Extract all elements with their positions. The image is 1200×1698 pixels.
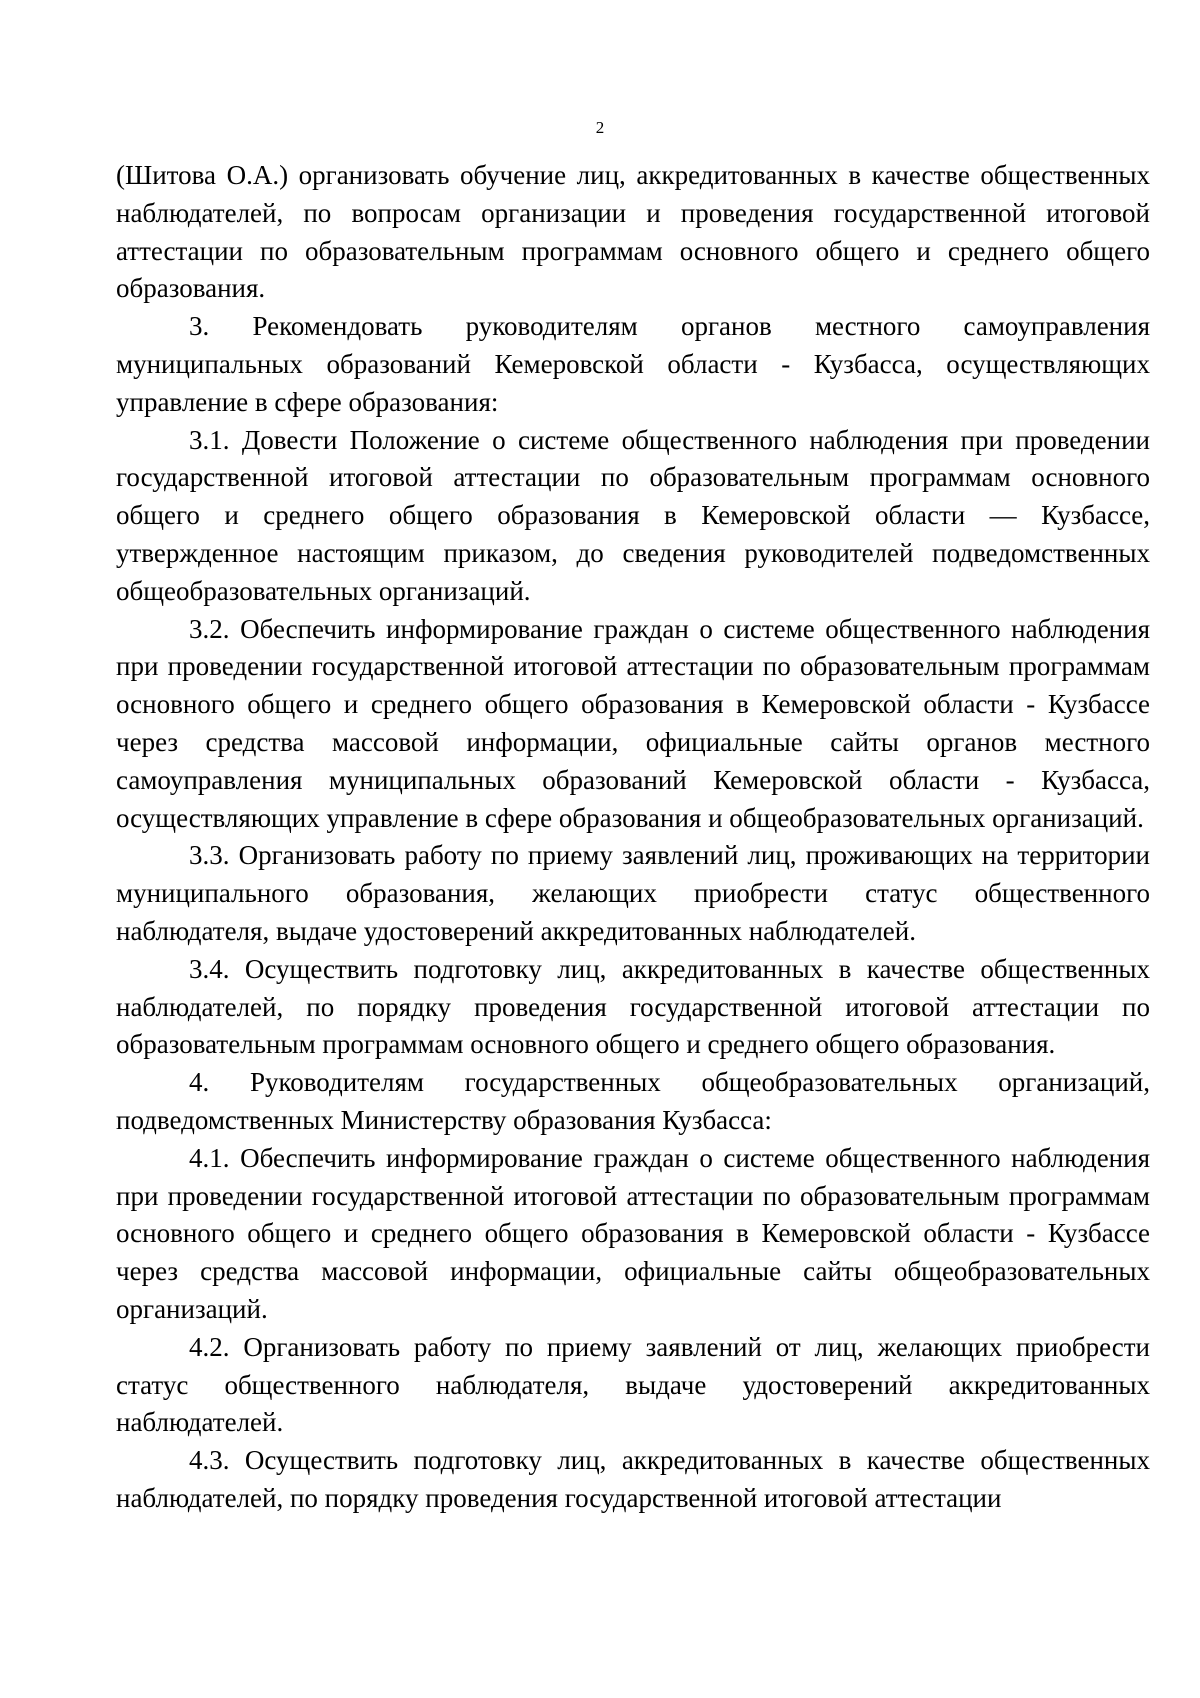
paragraph-3-3: 3.3. Организовать работу по приему заявлений лиц, проживающих на территории муниципального образования, желающих приобрести статус общественного наблюдателя, выдаче удостоверений аккредитованных наблюдателей.: [116, 840, 1150, 946]
page-number: 2: [595, 118, 605, 137]
paragraph-3-1: 3.1. Довести Положение о системе общественного наблюдения при проведении государственной итоговой аттестации по образовательным программам основного общего и среднего общего образования в Кемеровской области — Кузбассе, утвержденное настоящим приказом, до сведения руководителей подведомственных общеобразовательных организаций.: [116, 424, 1150, 606]
paragraph-4-1: 4.1. Обеспечить информирование граждан о системе общественного наблюдения при проведении государственной итоговой аттестации по образовательным программам основного общего и среднего общего образования в Кемеровской области - Кузбассе через средства массовой информации, официальные сайты общеобразовательных организаций.: [116, 1142, 1150, 1324]
paragraph-3-4: 3.4. Осуществить подготовку лиц, аккредитованных в качестве общественных наблюдателей, по порядку проведения государственной итоговой аттестации по образовательным программам основного общего и среднего общего образования.: [116, 953, 1150, 1060]
paragraph-4-3: 4.3. Осуществить подготовку лиц, аккредитованных в качестве общественных наблюдателей, по порядку проведения государственной итоговой аттестации: [116, 1445, 1150, 1513]
paragraph-continuation: (Шитова О.А.) организовать обучение лиц, аккредитованных в качестве общественных наблюдателей, по вопросам организации и проведения государственной итоговой аттестации по образовательным программам основного общего и среднего общего образования.: [116, 160, 1150, 304]
paragraph-3: 3. Рекомендовать руководителям органов местного самоуправления муниципальных образований Кемеровской области - Кузбасса, осуществляющих управление в сфере образования:: [116, 311, 1150, 417]
paragraph-3-2: 3.2. Обеспечить информирование граждан о системе общественного наблюдения при проведении государственной итоговой аттестации по образовательным программам основного общего и среднего общего образования в Кемеровской области - Кузбассе через средства массовой информации, официальные сайты органов местного самоуправления муниципальных образований Кемеровской области - Кузбасса, осуществляющих управление в сфере образования и общеобразовательных организаций.: [116, 613, 1150, 833]
paragraph-4: 4. Руководителям государственных общеобразовательных организаций, подведомственных Министерству образования Кузбасса:: [116, 1067, 1150, 1135]
document-body: [116, 157, 1150, 1518]
paragraph-4-2: 4.2. Организовать работу по приему заявлений от лиц, желающих приобрести статус общественного наблюдателя, выдаче удостоверений аккредитованных наблюдателей.: [116, 1331, 1150, 1438]
